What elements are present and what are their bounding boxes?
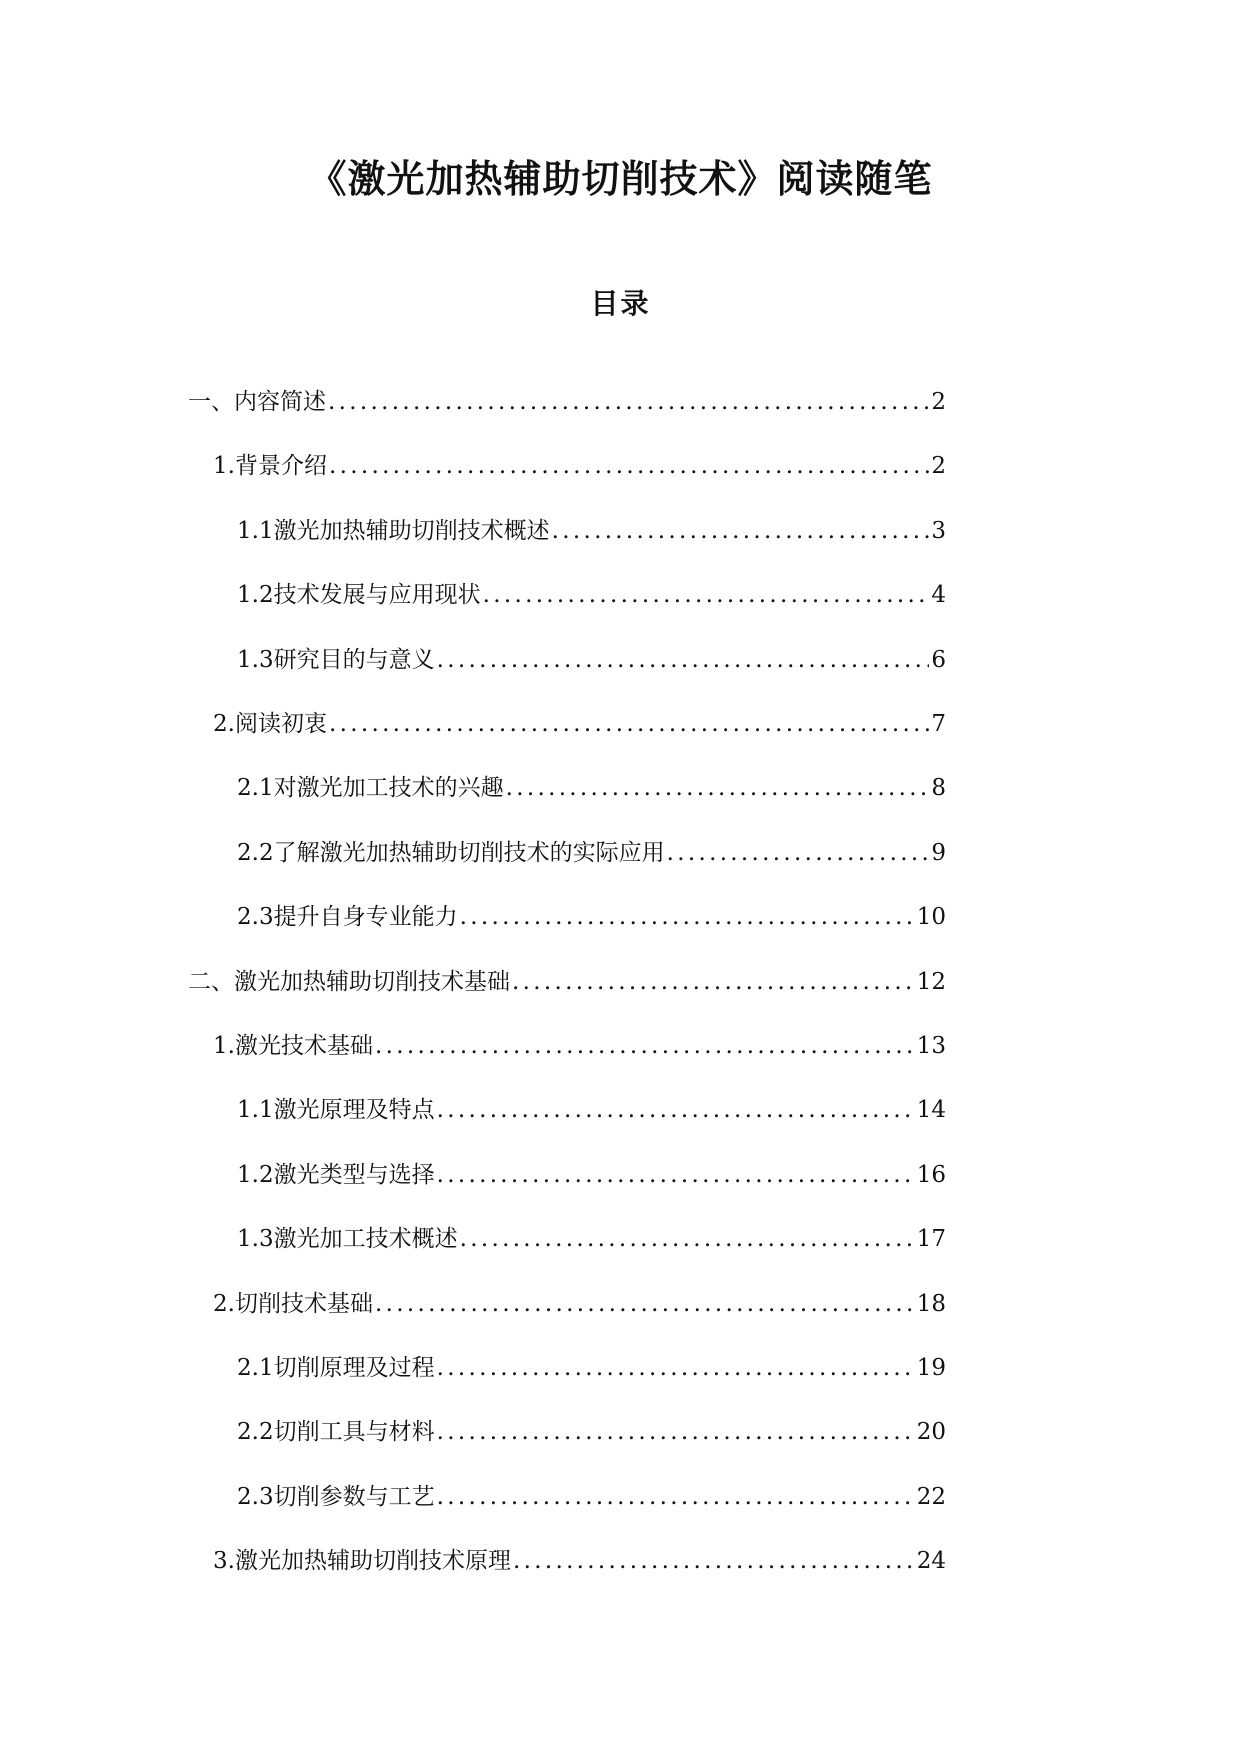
toc-entry-number: 1.1 (237, 1097, 274, 1124)
toc-heading: 目录 (590, 287, 651, 320)
toc-entry[interactable] (237, 1351, 946, 1385)
toc-entry-number: 2.1 (237, 1355, 274, 1381)
toc-entry-label: 激光原理及特点 (273, 1097, 435, 1124)
toc-entry-number: 2.1 (237, 775, 274, 802)
toc-dot-leader (437, 1351, 915, 1385)
toc-dot-leader (460, 900, 915, 934)
toc-entry[interactable] (237, 1093, 946, 1127)
toc-entry-page-number: 14 (916, 1097, 946, 1124)
toc-entry-label: 技术发展与应用现状 (273, 582, 481, 609)
toc-entry-number: 二、 (188, 968, 234, 995)
toc-entry[interactable] (237, 1222, 946, 1256)
toc-entry-label: 激光加热辅助切削技术基础 (234, 968, 510, 995)
toc-entry[interactable] (237, 900, 946, 934)
toc-dot-leader (437, 1480, 915, 1514)
toc-entry-page-number: 2 (931, 453, 946, 480)
toc-entry-label: 提升自身专业能力 (273, 904, 458, 931)
toc-dot-leader (375, 1029, 915, 1063)
toc-entry[interactable] (237, 514, 946, 548)
toc-entry[interactable] (188, 965, 946, 999)
toc-dot-leader (512, 965, 915, 999)
document-title: 《激光加热辅助切削技术》阅读随笔 (308, 156, 933, 201)
toc-entry-number: 1. (213, 1033, 235, 1059)
toc-entry[interactable] (213, 1544, 946, 1578)
toc-entry[interactable] (213, 1029, 946, 1063)
toc-dot-leader (437, 1415, 915, 1449)
toc-entry-number: 1.3 (237, 1226, 274, 1253)
toc-dot-leader (483, 578, 930, 612)
toc-entry-label: 对激光加工技术的兴趣 (273, 775, 504, 802)
toc-entry-number: 1.2 (237, 1161, 274, 1188)
toc-entry-number: 2.3 (237, 1483, 274, 1510)
toc-entry-label: 研究目的与意义 (273, 646, 435, 673)
toc-dot-leader (506, 771, 930, 805)
toc-entry-number: 1.2 (237, 582, 274, 609)
toc-entry-number: 2.2 (237, 839, 274, 866)
toc-entry-label: 了解激光加热辅助切削技术的实际应用 (273, 839, 665, 866)
toc-entry-number: 1.1 (237, 517, 274, 544)
toc-entry[interactable] (237, 1158, 946, 1192)
toc-entry-label: 激光类型与选择 (273, 1161, 435, 1188)
toc-dot-leader (329, 449, 929, 483)
toc-entry-label: 阅读初衷 (234, 711, 327, 737)
toc-entry-number: 2.2 (237, 1419, 274, 1446)
toc-dot-leader (328, 385, 929, 419)
toc-entry-number: 一、 (188, 389, 234, 415)
toc-dot-leader (667, 836, 930, 870)
toc-entry-page-number: 7 (931, 711, 946, 737)
toc-entry-number: 1.3 (237, 646, 274, 673)
toc-dot-leader (437, 643, 930, 677)
toc-dot-leader (375, 1287, 915, 1321)
toc-dot-leader (552, 514, 930, 548)
toc-dot-leader (460, 1222, 915, 1256)
toc-entry-page-number: 16 (916, 1161, 946, 1188)
toc-entry[interactable] (237, 578, 946, 612)
toc-entry-page-number: 17 (916, 1226, 946, 1253)
toc-entry-number: 3. (213, 1548, 235, 1575)
toc-entry-label: 激光加工技术概述 (273, 1226, 458, 1253)
toc-entry-number: 2.3 (237, 904, 274, 931)
toc-dot-leader (437, 1093, 915, 1127)
toc-entry-number: 1. (213, 453, 235, 480)
toc-entry-label: 切削参数与工艺 (273, 1483, 435, 1510)
toc-entry-label: 激光加热辅助切削技术概述 (273, 517, 550, 544)
toc-entry-page-number: 22 (916, 1483, 946, 1510)
toc-entry[interactable] (237, 643, 946, 677)
toc-entry-page-number: 19 (916, 1355, 946, 1381)
toc-entry-number: 2. (213, 1290, 235, 1317)
toc-entry-page-number: 3 (931, 517, 946, 544)
toc-entry[interactable] (213, 707, 946, 741)
toc-entry-label: 切削工具与材料 (273, 1419, 435, 1446)
toc-entry-page-number: 24 (916, 1548, 946, 1575)
toc-entry-label: 背景介绍 (234, 453, 327, 480)
toc-entry-page-number: 9 (931, 839, 946, 866)
toc-dot-leader (437, 1158, 915, 1192)
toc-entry-label: 激光加热辅助切削技术原理 (234, 1548, 511, 1575)
toc-entry[interactable] (188, 385, 946, 419)
toc-entry-number: 2. (213, 711, 235, 737)
toc-entry-page-number: 4 (931, 582, 946, 609)
toc-entry-label: 切削原理及过程 (273, 1355, 435, 1381)
toc-entry[interactable] (213, 449, 946, 483)
toc-entry-page-number: 8 (931, 775, 946, 802)
toc-entry-page-number: 10 (916, 904, 946, 931)
toc-entry-page-number: 2 (931, 389, 946, 415)
toc-entry[interactable] (237, 1415, 946, 1449)
toc-entry-page-number: 12 (916, 968, 946, 995)
toc-entry-label: 激光技术基础 (234, 1033, 373, 1059)
toc-entry[interactable] (213, 1287, 946, 1321)
toc-entry-label: 切削技术基础 (234, 1290, 373, 1317)
toc-entry[interactable] (237, 836, 946, 870)
toc-entry[interactable] (237, 1480, 946, 1514)
toc-entry[interactable] (237, 771, 946, 805)
toc-entry-page-number: 13 (916, 1033, 946, 1059)
toc-entry-page-number: 18 (916, 1290, 946, 1317)
toc-dot-leader (329, 707, 929, 741)
toc-entry-label: 内容简述 (234, 389, 326, 415)
toc-dot-leader (513, 1544, 915, 1578)
toc-entry-page-number: 6 (931, 646, 946, 673)
toc-entry-page-number: 20 (916, 1419, 946, 1446)
